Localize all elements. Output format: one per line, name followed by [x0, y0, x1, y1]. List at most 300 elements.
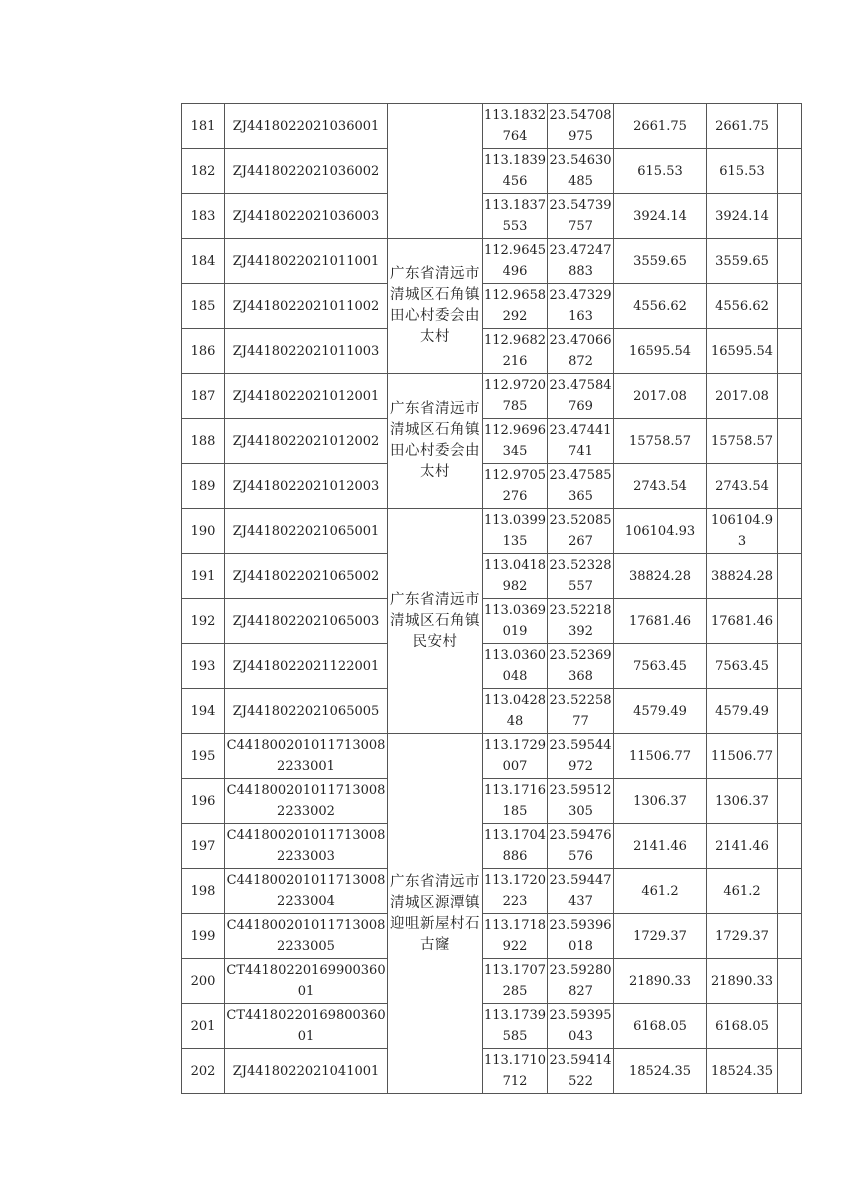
longitude-cell — [483, 689, 548, 734]
area-confirmed-cell — [707, 599, 778, 644]
parcel-code-cell — [225, 194, 388, 239]
area-confirmed-cell-text: 38824.28 — [710, 568, 774, 584]
area-confirmed-cell — [707, 1049, 778, 1094]
latitude-cell — [548, 1004, 614, 1049]
row-number-cell-text: 190 — [190, 523, 216, 539]
area-confirmed-cell-text: 3559.65 — [715, 253, 769, 269]
table-row — [182, 914, 802, 959]
latitude-cell — [548, 914, 614, 959]
table-row — [182, 959, 802, 1004]
note-cell — [778, 689, 802, 734]
longitude-cell — [483, 104, 548, 149]
latitude-cell-text: 23.54630485 — [549, 153, 612, 189]
area-cell-text: 21890.33 — [628, 973, 692, 989]
latitude-cell-text: 23.5225877 — [549, 693, 612, 729]
longitude-cell — [483, 644, 548, 689]
area-confirmed-cell — [707, 734, 778, 779]
parcel-code-cell-text: ZJ4418022021011001 — [232, 253, 380, 269]
parcel-code-cell — [225, 104, 388, 149]
latitude-cell-text: 23.47066872 — [549, 333, 612, 369]
area-confirmed-cell-text: 2743.54 — [715, 478, 769, 494]
longitude-cell — [483, 824, 548, 869]
table-row — [182, 779, 802, 824]
latitude-cell — [548, 779, 614, 824]
row-number-cell — [182, 1004, 225, 1049]
area-cell — [614, 104, 707, 149]
parcel-code-cell — [225, 1004, 388, 1049]
parcel-code-cell-text: ZJ4418022021122001 — [232, 658, 380, 674]
row-number-cell-text: 196 — [190, 793, 216, 809]
parcel-code-cell-text: ZJ4418022021065005 — [232, 703, 380, 719]
latitude-cell — [548, 149, 614, 194]
note-cell — [778, 1004, 802, 1049]
row-number-cell — [182, 689, 225, 734]
parcel-code-cell — [225, 959, 388, 1004]
longitude-cell-text: 112.9682216 — [483, 333, 547, 369]
area-confirmed-cell — [707, 284, 778, 329]
area-cell — [614, 689, 707, 734]
note-cell — [778, 509, 802, 554]
note-cell — [778, 644, 802, 689]
area-cell — [614, 734, 707, 779]
row-number-cell — [182, 509, 225, 554]
note-cell — [778, 779, 802, 824]
longitude-cell-text: 113.0399135 — [483, 513, 547, 549]
row-number-cell-text: 181 — [190, 118, 216, 134]
row-number-cell-text: 197 — [190, 838, 216, 854]
area-cell — [614, 1004, 707, 1049]
longitude-cell-text: 113.0369019 — [483, 603, 547, 639]
row-number-cell-text: 191 — [190, 568, 216, 584]
area-cell — [614, 824, 707, 869]
parcel-code-cell-text: ZJ4418022021065002 — [232, 568, 380, 584]
location-cell — [388, 374, 483, 509]
area-cell — [614, 554, 707, 599]
area-cell-text: 461.2 — [641, 883, 679, 899]
area-cell-text: 3924.14 — [633, 208, 687, 224]
note-cell — [778, 959, 802, 1004]
area-confirmed-cell — [707, 689, 778, 734]
row-number-cell-text: 198 — [190, 883, 216, 899]
parcel-code-cell — [225, 914, 388, 959]
area-confirmed-cell-text: 1306.37 — [715, 793, 769, 809]
longitude-cell — [483, 419, 548, 464]
latitude-cell — [548, 869, 614, 914]
area-cell — [614, 149, 707, 194]
parcel-code-cell-text: C4418002010117130082233004 — [226, 873, 386, 909]
note-cell — [778, 464, 802, 509]
area-cell-text: 4579.49 — [633, 703, 687, 719]
parcel-code-cell-text: ZJ4418022021012003 — [232, 478, 380, 494]
parcel-code-cell — [225, 1049, 388, 1094]
parcel-code-cell — [225, 779, 388, 824]
latitude-cell — [548, 599, 614, 644]
area-cell — [614, 509, 707, 554]
area-cell-text: 3559.65 — [633, 253, 687, 269]
latitude-cell-text: 23.59447437 — [549, 873, 612, 909]
area-cell-text: 11506.77 — [628, 748, 692, 764]
longitude-cell-text: 113.1716185 — [483, 783, 547, 819]
area-cell — [614, 1049, 707, 1094]
row-number-cell — [182, 554, 225, 599]
table-row — [182, 509, 802, 554]
longitude-cell — [483, 464, 548, 509]
location-cell-text: 广东省清远市清城区石角镇民安村 — [390, 591, 480, 650]
longitude-cell — [483, 194, 548, 239]
area-confirmed-cell — [707, 329, 778, 374]
row-number-cell-text: 188 — [190, 433, 216, 449]
parcel-code-cell — [225, 689, 388, 734]
area-cell — [614, 464, 707, 509]
latitude-cell — [548, 374, 614, 419]
parcel-code-cell-text: ZJ4418022021065001 — [232, 523, 380, 539]
latitude-cell — [548, 284, 614, 329]
area-cell-text: 2141.46 — [633, 838, 687, 854]
row-number-cell — [182, 599, 225, 644]
row-number-cell-text: 192 — [190, 613, 216, 629]
parcel-code-cell-text: ZJ4418022021036002 — [232, 163, 380, 179]
area-confirmed-cell — [707, 509, 778, 554]
area-cell-text: 1306.37 — [633, 793, 687, 809]
latitude-cell — [548, 689, 614, 734]
row-number-cell — [182, 329, 225, 374]
table-row — [182, 464, 802, 509]
area-cell-text: 17681.46 — [628, 613, 692, 629]
area-cell — [614, 329, 707, 374]
row-number-cell-text: 193 — [190, 658, 216, 674]
parcel-code-cell-text: ZJ4418022021011003 — [232, 343, 380, 359]
latitude-cell-text: 23.52085267 — [549, 513, 612, 549]
area-cell-text: 2743.54 — [633, 478, 687, 494]
area-confirmed-cell — [707, 464, 778, 509]
area-confirmed-cell — [707, 149, 778, 194]
area-cell-text: 1729.37 — [633, 928, 687, 944]
longitude-cell-text: 113.1739585 — [483, 1008, 547, 1044]
area-cell — [614, 284, 707, 329]
area-cell-text: 6168.05 — [633, 1018, 687, 1034]
parcel-code-cell-text: ZJ4418022021041001 — [232, 1063, 380, 1079]
parcel-code-cell-text: ZJ4418022021011002 — [232, 298, 380, 314]
area-confirmed-cell-text: 2661.75 — [715, 118, 769, 134]
note-cell — [778, 734, 802, 779]
row-number-cell — [182, 959, 225, 1004]
area-confirmed-cell — [707, 824, 778, 869]
longitude-cell — [483, 374, 548, 419]
longitude-cell-text: 113.0360048 — [483, 648, 547, 684]
longitude-cell-text: 113.1729007 — [483, 738, 547, 774]
longitude-cell — [483, 149, 548, 194]
area-cell — [614, 194, 707, 239]
longitude-cell-text: 113.1837553 — [483, 198, 547, 234]
area-cell — [614, 644, 707, 689]
area-confirmed-cell-text: 16595.54 — [710, 343, 774, 359]
latitude-cell-text: 23.59512305 — [549, 783, 612, 819]
latitude-cell-text: 23.47584769 — [549, 378, 612, 414]
latitude-cell-text: 23.52328557 — [549, 558, 612, 594]
latitude-cell — [548, 194, 614, 239]
area-confirmed-cell-text: 106104.93 — [710, 513, 774, 549]
table-row — [182, 1004, 802, 1049]
longitude-cell — [483, 959, 548, 1004]
longitude-cell-text: 112.9645496 — [483, 243, 547, 279]
longitude-cell-text: 113.0418982 — [483, 558, 547, 594]
note-cell — [778, 149, 802, 194]
area-cell-text: 615.53 — [637, 163, 683, 179]
area-confirmed-cell-text: 4556.62 — [715, 298, 769, 314]
row-number-cell-text: 183 — [190, 208, 216, 224]
area-cell-text: 2017.08 — [633, 388, 687, 404]
row-number-cell-text: 199 — [190, 928, 216, 944]
area-confirmed-cell-text: 11506.77 — [710, 748, 774, 764]
longitude-cell-text: 113.042848 — [483, 693, 547, 729]
note-cell — [778, 104, 802, 149]
longitude-cell-text: 112.9696345 — [483, 423, 547, 459]
parcel-code-cell-text: CT4418022016990036001 — [226, 963, 386, 999]
area-cell — [614, 869, 707, 914]
area-confirmed-cell-text: 615.53 — [719, 163, 765, 179]
note-cell — [778, 824, 802, 869]
area-confirmed-cell — [707, 644, 778, 689]
latitude-cell — [548, 239, 614, 284]
longitude-cell — [483, 284, 548, 329]
table-row — [182, 419, 802, 464]
table-row — [182, 104, 802, 149]
parcel-code-cell — [225, 869, 388, 914]
parcel-code-cell — [225, 554, 388, 599]
longitude-cell-text: 112.9705276 — [483, 468, 547, 504]
parcel-code-cell — [225, 329, 388, 374]
longitude-cell — [483, 869, 548, 914]
latitude-cell-text: 23.54739757 — [549, 198, 612, 234]
area-cell-text: 38824.28 — [628, 568, 692, 584]
area-confirmed-cell-text: 15758.57 — [710, 433, 774, 449]
area-confirmed-cell-text: 2141.46 — [715, 838, 769, 854]
latitude-cell-text: 23.47247883 — [549, 243, 612, 279]
latitude-cell — [548, 734, 614, 779]
table-row — [182, 239, 802, 284]
note-cell — [778, 239, 802, 284]
note-cell — [778, 914, 802, 959]
area-confirmed-cell-text: 2017.08 — [715, 388, 769, 404]
longitude-cell-text: 113.1718922 — [483, 918, 547, 954]
area-cell-text: 18524.35 — [628, 1063, 692, 1079]
latitude-cell-text: 23.54708975 — [549, 108, 612, 144]
table-row — [182, 869, 802, 914]
longitude-cell-text: 112.9720785 — [483, 378, 547, 414]
table-row — [182, 329, 802, 374]
parcel-code-cell-text: ZJ4418022021036003 — [232, 208, 380, 224]
row-number-cell — [182, 239, 225, 284]
table-row — [182, 644, 802, 689]
latitude-cell — [548, 104, 614, 149]
note-cell — [778, 284, 802, 329]
parcel-code-cell — [225, 239, 388, 284]
area-confirmed-cell — [707, 239, 778, 284]
longitude-cell-text: 112.9658292 — [483, 288, 547, 324]
area-confirmed-cell — [707, 104, 778, 149]
latitude-cell-text: 23.59280827 — [549, 963, 612, 999]
row-number-cell — [182, 869, 225, 914]
area-confirmed-cell-text: 7563.45 — [715, 658, 769, 674]
area-confirmed-cell-text: 21890.33 — [710, 973, 774, 989]
note-cell — [778, 869, 802, 914]
row-number-cell-text: 200 — [190, 973, 216, 989]
location-cell-text: 广东省清远市清城区石角镇田心村委会由太村 — [390, 266, 480, 345]
latitude-cell-text: 23.47329163 — [549, 288, 612, 324]
latitude-cell — [548, 644, 614, 689]
parcel-code-cell — [225, 734, 388, 779]
parcel-code-cell — [225, 284, 388, 329]
parcel-code-cell-text: ZJ4418022021036001 — [232, 118, 380, 134]
table-row — [182, 824, 802, 869]
location-cell — [388, 239, 483, 374]
area-cell-text: 15758.57 — [628, 433, 692, 449]
longitude-cell-text: 113.1707285 — [483, 963, 547, 999]
longitude-cell — [483, 239, 548, 284]
area-cell — [614, 914, 707, 959]
parcel-code-cell — [225, 509, 388, 554]
parcel-code-cell-text: C4418002010117130082233003 — [226, 828, 386, 864]
parcel-table — [181, 103, 802, 1094]
note-cell — [778, 329, 802, 374]
area-confirmed-cell-text: 1729.37 — [715, 928, 769, 944]
area-confirmed-cell — [707, 194, 778, 239]
location-cell — [388, 734, 483, 1094]
area-confirmed-cell-text: 17681.46 — [710, 613, 774, 629]
row-number-cell — [182, 374, 225, 419]
row-number-cell-text: 187 — [190, 388, 216, 404]
area-confirmed-cell-text: 3924.14 — [715, 208, 769, 224]
row-number-cell — [182, 644, 225, 689]
longitude-cell-text: 113.1720223 — [483, 873, 547, 909]
parcel-code-cell-text: CT4418022016980036001 — [226, 1008, 386, 1044]
parcel-table-body — [182, 104, 802, 1094]
area-cell-text: 16595.54 — [628, 343, 692, 359]
parcel-code-cell-text: ZJ4418022021012002 — [232, 433, 380, 449]
parcel-code-cell-text: C4418002010117130082233002 — [226, 783, 386, 819]
row-number-cell — [182, 914, 225, 959]
table-row — [182, 599, 802, 644]
area-confirmed-cell — [707, 959, 778, 1004]
latitude-cell-text: 23.59396018 — [549, 918, 612, 954]
table-row — [182, 284, 802, 329]
row-number-cell-text: 185 — [190, 298, 216, 314]
location-cell-text: 广东省清远市清城区源潭镇迎咀新屋村石古窿 — [390, 873, 480, 953]
area-cell — [614, 419, 707, 464]
row-number-cell-text: 202 — [190, 1063, 216, 1079]
area-confirmed-cell — [707, 869, 778, 914]
parcel-code-cell-text: ZJ4418022021012001 — [232, 388, 380, 404]
area-confirmed-cell — [707, 779, 778, 824]
longitude-cell — [483, 1049, 548, 1094]
longitude-cell-text: 113.1832764 — [483, 108, 547, 144]
parcel-code-cell — [225, 599, 388, 644]
note-cell — [778, 194, 802, 239]
table-row — [182, 734, 802, 779]
location-cell — [388, 104, 483, 239]
table-row — [182, 149, 802, 194]
table-row — [182, 194, 802, 239]
area-cell-text: 106104.93 — [624, 523, 696, 539]
row-number-cell — [182, 464, 225, 509]
row-number-cell-text: 182 — [190, 163, 216, 179]
parcel-code-cell-text: C4418002010117130082233005 — [226, 918, 386, 954]
longitude-cell — [483, 554, 548, 599]
location-cell — [388, 509, 483, 734]
longitude-cell-text: 113.1704886 — [483, 828, 547, 864]
row-number-cell-text: 201 — [190, 1018, 216, 1034]
area-confirmed-cell — [707, 1004, 778, 1049]
row-number-cell — [182, 779, 225, 824]
longitude-cell-text: 113.1839456 — [483, 153, 547, 189]
area-cell-text: 2661.75 — [633, 118, 687, 134]
note-cell — [778, 554, 802, 599]
table-row — [182, 554, 802, 599]
area-cell — [614, 239, 707, 284]
parcel-code-cell — [225, 824, 388, 869]
row-number-cell-text: 194 — [190, 703, 216, 719]
longitude-cell-text: 113.1710712 — [483, 1053, 547, 1089]
latitude-cell-text: 23.52369368 — [549, 648, 612, 684]
note-cell — [778, 419, 802, 464]
latitude-cell-text: 23.59414522 — [549, 1053, 612, 1089]
area-cell-text: 7563.45 — [633, 658, 687, 674]
latitude-cell-text: 23.52218392 — [549, 603, 612, 639]
row-number-cell — [182, 824, 225, 869]
longitude-cell — [483, 509, 548, 554]
parcel-code-cell-text: ZJ4418022021065003 — [232, 613, 380, 629]
row-number-cell — [182, 1049, 225, 1094]
row-number-cell — [182, 284, 225, 329]
note-cell — [778, 599, 802, 644]
row-number-cell — [182, 194, 225, 239]
table-row — [182, 689, 802, 734]
parcel-code-cell — [225, 149, 388, 194]
row-number-cell — [182, 149, 225, 194]
latitude-cell — [548, 824, 614, 869]
row-number-cell — [182, 104, 225, 149]
row-number-cell — [182, 419, 225, 464]
area-confirmed-cell — [707, 374, 778, 419]
parcel-code-cell — [225, 644, 388, 689]
latitude-cell — [548, 1049, 614, 1094]
longitude-cell — [483, 599, 548, 644]
area-confirmed-cell-text: 4579.49 — [715, 703, 769, 719]
longitude-cell — [483, 779, 548, 824]
area-confirmed-cell-text: 18524.35 — [710, 1063, 774, 1079]
table-row — [182, 1049, 802, 1094]
location-cell-text: 广东省清远市清城区石角镇田心村委会由太村 — [390, 401, 480, 480]
latitude-cell — [548, 419, 614, 464]
area-confirmed-cell — [707, 419, 778, 464]
area-confirmed-cell-text: 461.2 — [723, 883, 761, 899]
note-cell — [778, 374, 802, 419]
parcel-code-cell — [225, 464, 388, 509]
row-number-cell-text: 189 — [190, 478, 216, 494]
latitude-cell-text: 23.59544972 — [549, 738, 612, 774]
row-number-cell-text: 195 — [190, 748, 216, 764]
latitude-cell-text: 23.47585365 — [549, 468, 612, 504]
area-cell — [614, 599, 707, 644]
row-number-cell — [182, 734, 225, 779]
latitude-cell — [548, 464, 614, 509]
parcel-code-cell — [225, 419, 388, 464]
row-number-cell-text: 184 — [190, 253, 216, 269]
latitude-cell-text: 23.47441741 — [549, 423, 612, 459]
row-number-cell-text: 186 — [190, 343, 216, 359]
latitude-cell — [548, 329, 614, 374]
latitude-cell — [548, 959, 614, 1004]
